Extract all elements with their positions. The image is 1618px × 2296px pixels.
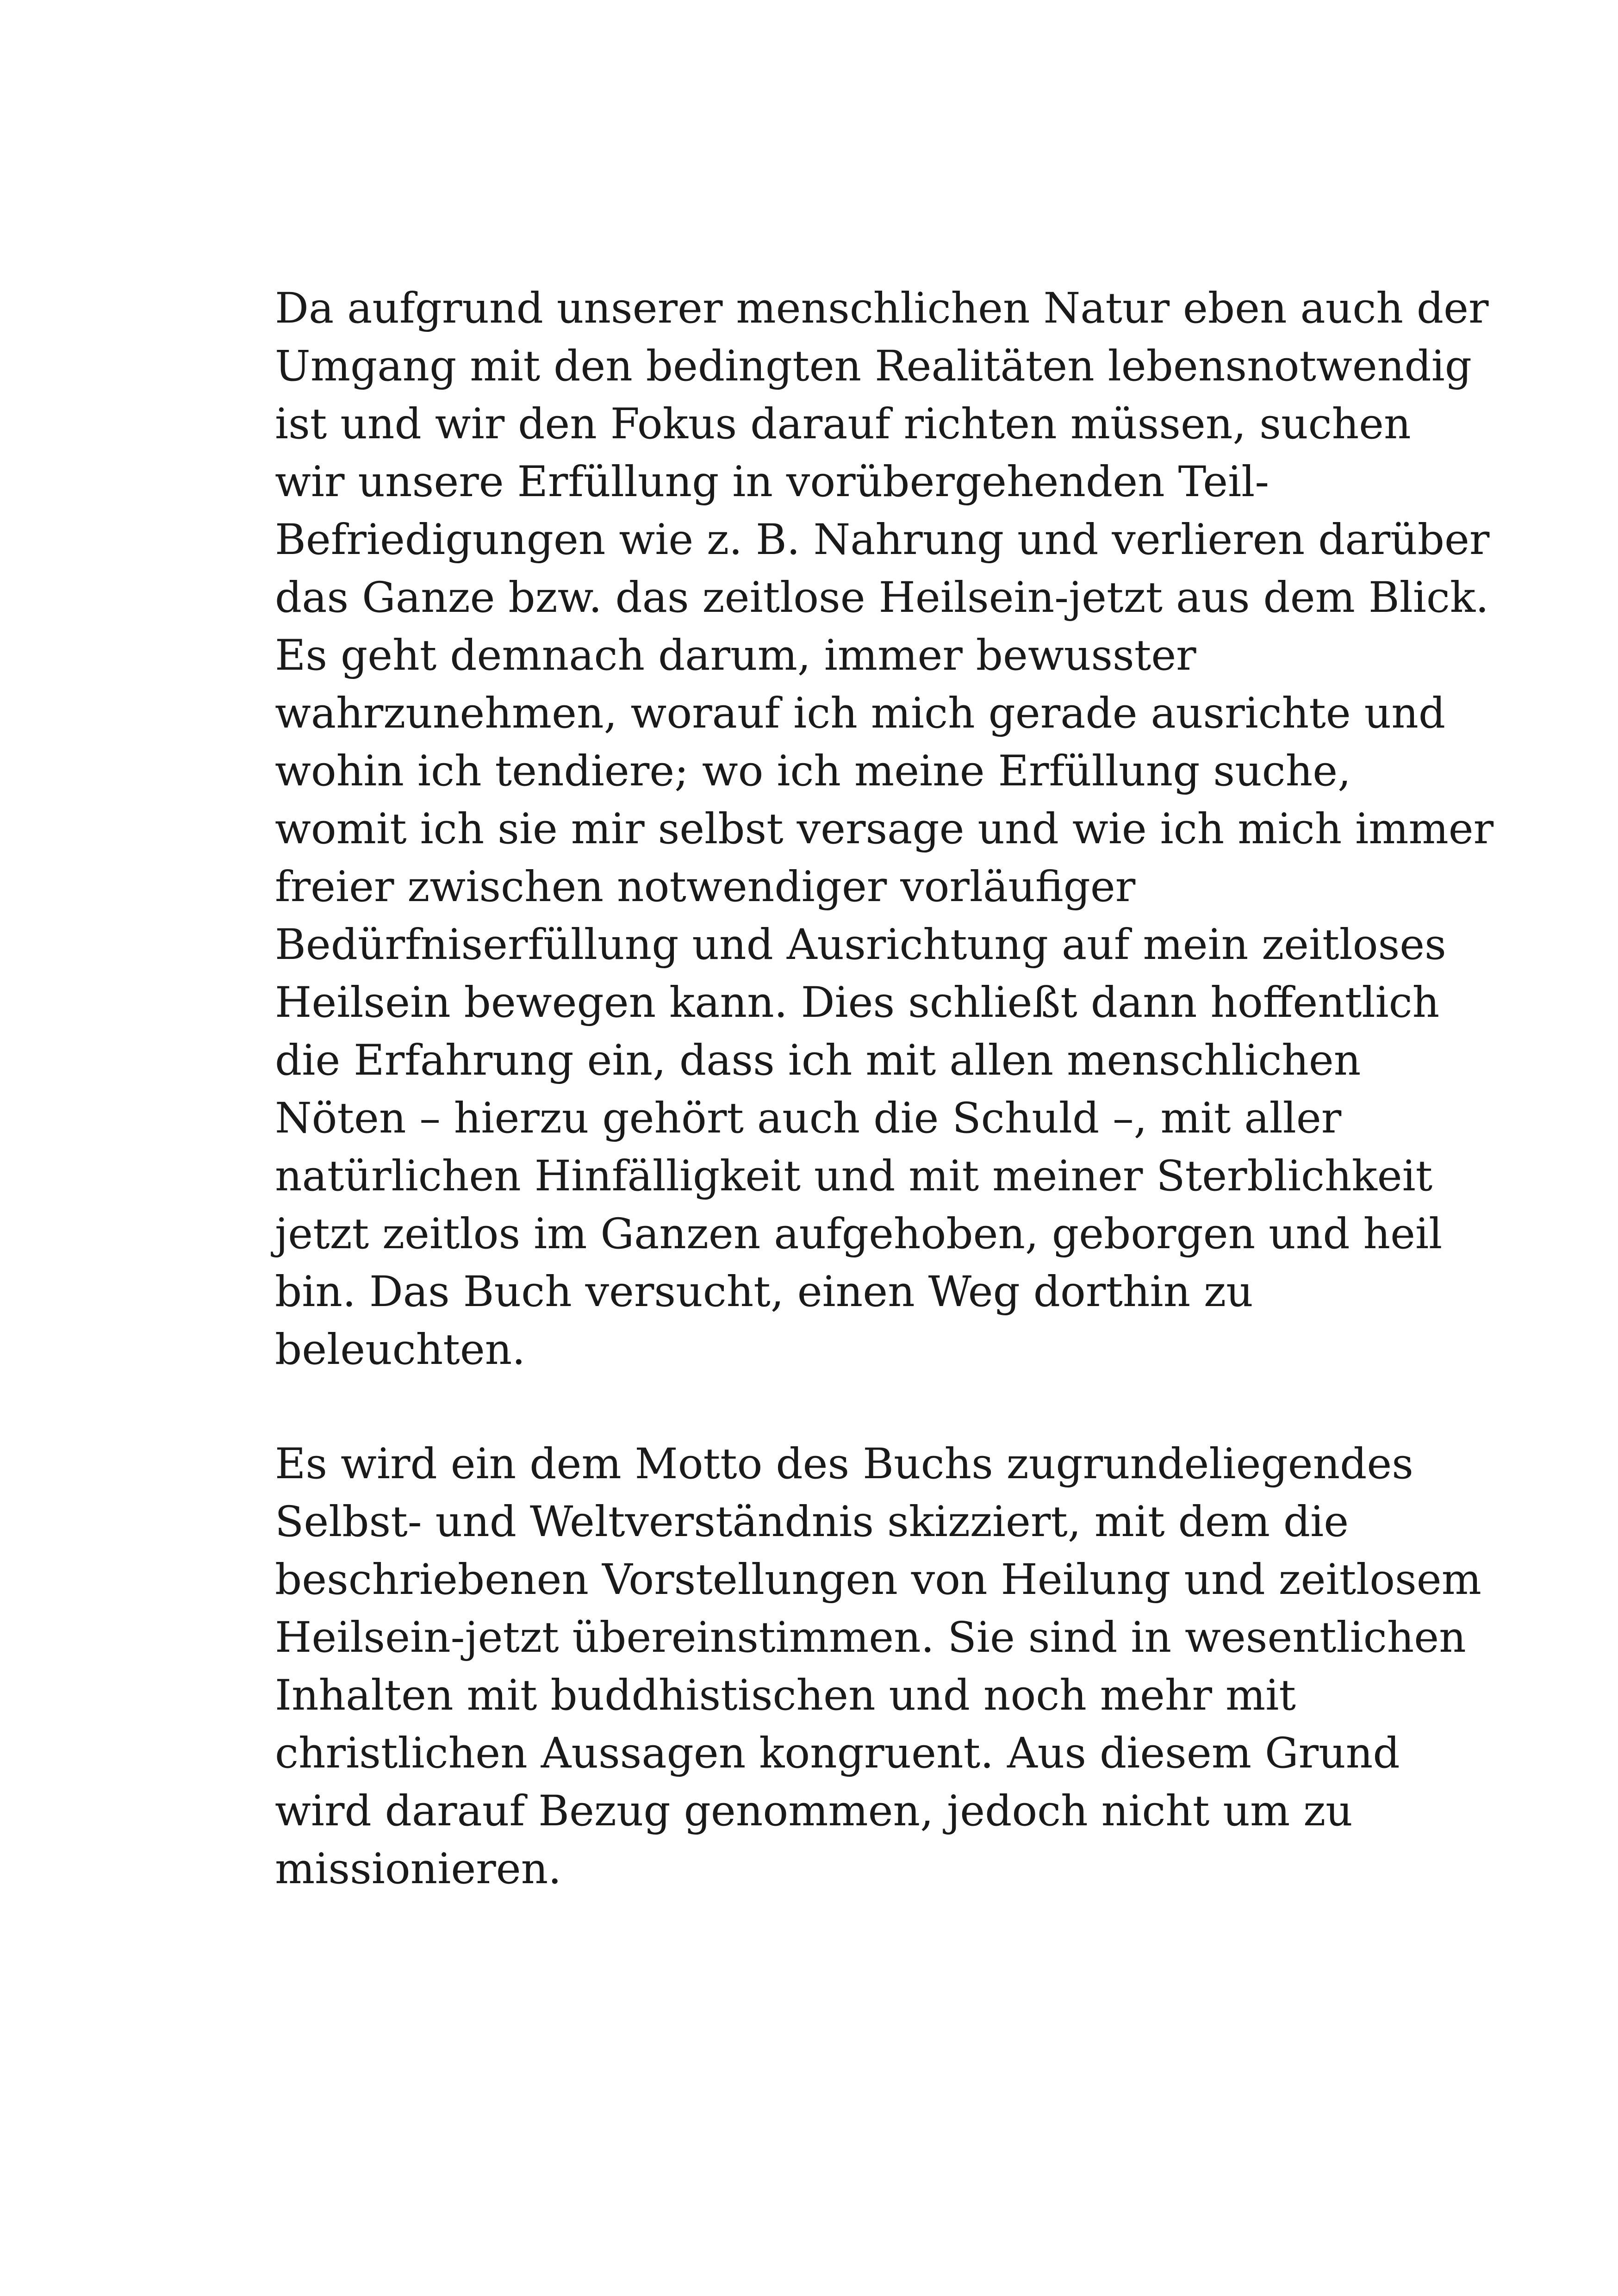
text-line: Nöten – hierzu gehört auch die Schuld –, mit aller (275, 1094, 1342, 1143)
text-line: Heilsein-jetzt übereinstimmen. Sie sind in wesentlichen (275, 1613, 1466, 1662)
text-line: Es wird ein dem Motto des Buchs zugrundeliegendes (275, 1440, 1413, 1488)
text-line: Bedürfniserfüllung und Ausrichtung auf mein zeitloses (275, 921, 1446, 969)
text-line: womit ich sie mir selbst versage und wie ich mich immer (275, 805, 1494, 853)
text-line: natürlichen Hinfälligkeit und mit meiner Sterblichkeit (275, 1152, 1433, 1201)
paragraph-2 (275, 1435, 1481, 1898)
text-line: Heilsein bewegen kann. Dies schließt dann hoffentlich (275, 978, 1440, 1027)
text-line: bin. Das Buch versucht, einen Weg dorthin zu (275, 1268, 1253, 1316)
text-line: Befriedigungen wie z. B. Nahrung und verlieren darüber (275, 516, 1490, 564)
text-line: das Ganze bzw. das zeitlose Heilsein-jetzt aus dem Blick. (275, 573, 1489, 622)
text-line: Inhalten mit buddhistischen und noch mehr mit (275, 1671, 1296, 1720)
text-line: Umgang mit den bedingten Realitäten lebensnotwendig (275, 342, 1472, 391)
text-line: missionieren. (275, 1845, 562, 1893)
text-line: die Erfahrung ein, dass ich mit allen menschlichen (275, 1036, 1361, 1085)
text-line: wird darauf Bezug genommen, jedoch nicht um zu (275, 1787, 1353, 1836)
text-line: wahrzunehmen, worauf ich mich gerade ausrichte und (275, 689, 1446, 738)
text-line: Selbst- und Weltverständnis skizziert, mit dem die (275, 1498, 1349, 1546)
text-line: jetzt zeitlos im Ganzen aufgehoben, geborgen und heil (275, 1210, 1443, 1258)
text-line: christlichen Aussagen kongruent. Aus diesem Grund (275, 1729, 1400, 1778)
paragraph-1 (275, 280, 1494, 1379)
text-line: wohin ich tendiere; wo ich meine Erfüllung suche, (275, 747, 1351, 796)
text-line: Da aufgrund unserer menschlichen Natur eben auch der (275, 284, 1489, 333)
text-line: Es geht demnach darum, immer bewusster (275, 631, 1196, 680)
text-line: ist und wir den Fokus darauf richten müssen, suchen (275, 400, 1411, 448)
text-line: beschriebenen Vorstellungen von Heilung und zeitlosem (275, 1556, 1481, 1604)
text-line: wir unsere Erfüllung in vorübergehenden Teil- (275, 458, 1270, 506)
text-line: beleuchten. (275, 1325, 526, 1374)
text-line: freier zwischen notwendiger vorläufiger (275, 863, 1136, 911)
